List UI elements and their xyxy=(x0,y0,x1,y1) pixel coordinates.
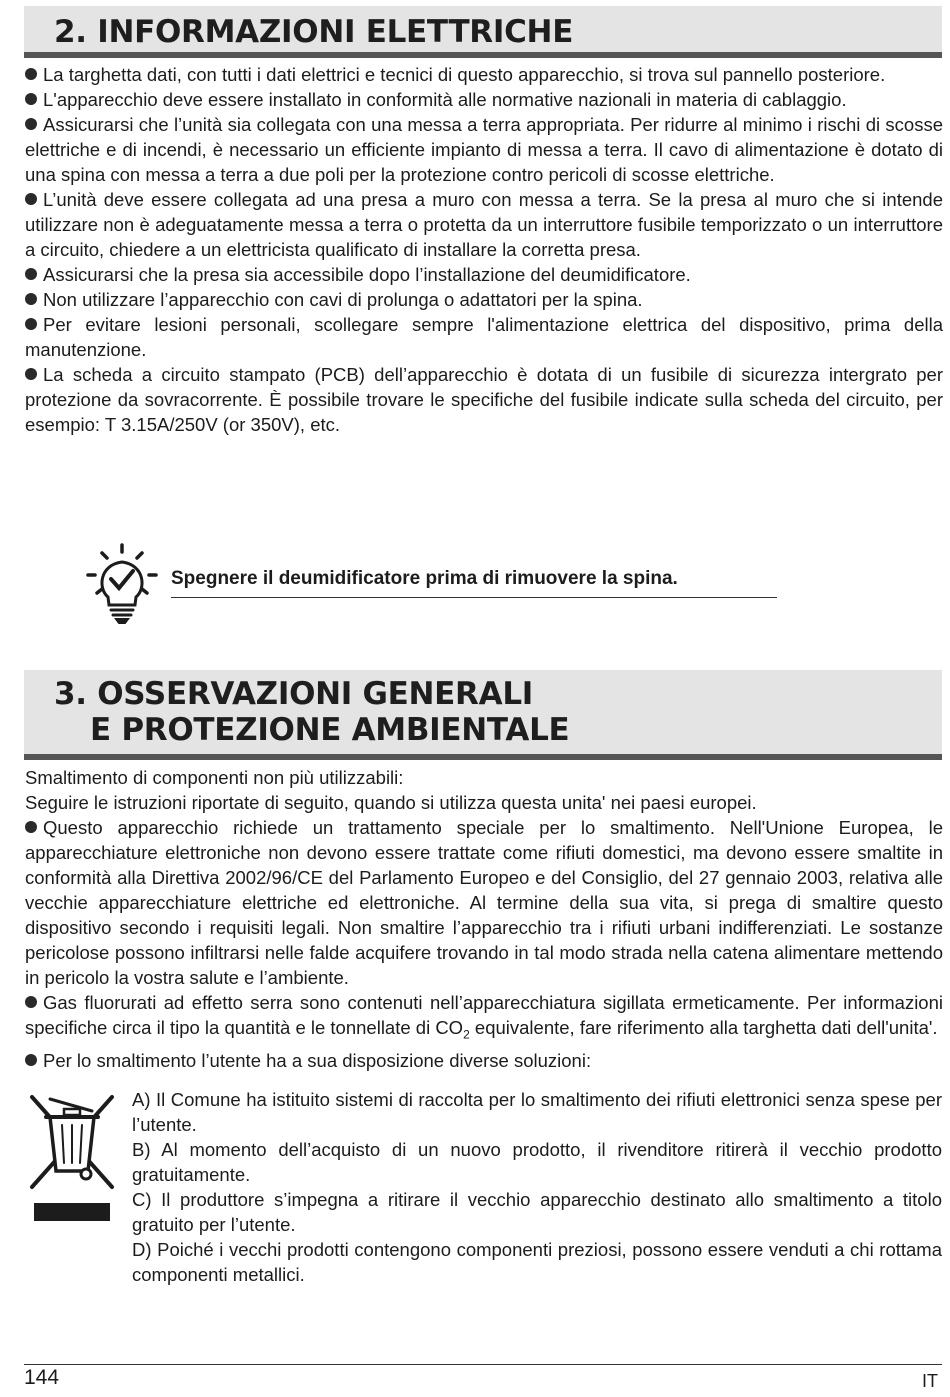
language-code: IT xyxy=(922,1371,938,1391)
intro-line: Smaltimento di componenti non più utilizzabili: xyxy=(25,767,404,788)
list-item xyxy=(25,990,943,1048)
section-2-body xyxy=(25,62,943,437)
list-item: L'apparecchio deve essere installato in conformità alle normative nazionali in materia di cablaggio. xyxy=(25,87,943,112)
list-item: Non utilizzare l’apparecchio con cavi di prolunga o adattatori per la spina. xyxy=(25,287,943,312)
crossed-out-bin-icon xyxy=(28,1093,116,1225)
list-item: L’unità deve essere collegata ad una presa a muro con messa a terra. Se la presa al muro che si intende utilizzare non è adeguatamente messa a terra o protetta da un interruttore fusibile temporizzato o un interruttore a circuito, chiedere a un elettricista qualificato di installare la corretta presa. xyxy=(25,189,943,260)
list-item: Assicurarsi che la presa sia accessibile dopo l’installazione del deumidificatore. xyxy=(25,262,943,287)
section-3-title-line2: E PROTEZIONE AMBIENTALE xyxy=(90,712,570,748)
list-item: Per lo smaltimento l’utente ha a sua disposizione diverse soluzioni: xyxy=(25,1048,943,1073)
tip-note xyxy=(84,543,784,625)
list-item: A) Il Comune ha istituito sistemi di raccolta per lo smaltimento dei rifiuti elettronici senza spese per l’utente. xyxy=(132,1089,942,1135)
list-item: D) Poiché i vecchi prodotti contengono componenti preziosi, possono essere venduti a chi rottama componenti metallici. xyxy=(132,1239,942,1285)
list-item: C) Il produttore s’impegna a ritirare il vecchio apparecchio destinato allo smaltimento a titolo gratuito per l’utente. xyxy=(132,1189,942,1235)
list-item: La scheda a circuito stampato (PCB) dell’apparecchio è dotata di un fusibile di sicurezza intergrato per protezione da sovracorrente. È possibile trovare le specifiche del fusibile indicate sulla scheda del circuito, per esempio: T 3.15A/250V (or 350V), etc. xyxy=(25,364,943,435)
disposal-options xyxy=(132,1087,942,1287)
co2-subscript: 2 xyxy=(463,1027,470,1042)
gas-text-start: Gas fluorurati ad effetto serra sono contenuti nell’apparecchiatura sigillata ermeticamente. Per informazioni specifiche circa il tipo la quantità e le tonnellate di CO xyxy=(25,992,943,1038)
intro-line: Seguire le istruzioni riportate di seguito, quando si utilizza questa unita' nei paesi europei. xyxy=(25,792,757,813)
section-2-title: 2. INFORMAZIONI ELETTRICHE xyxy=(54,14,574,50)
list-item: B) Al momento dell’acquisto di un nuovo prodotto, il rivenditore ritirerà il vecchio prodotto gratuitamente. xyxy=(132,1139,942,1185)
lightbulb-check-icon xyxy=(84,543,160,625)
tip-text: Spegnere il deumidificatore prima di rimuovere la spina. xyxy=(171,567,777,598)
section-3-body xyxy=(25,765,943,1073)
gas-text-end: equivalente, fare riferimento alla targhetta dati dell'unita'. xyxy=(469,1017,938,1038)
list-item: Assicurarsi che l’unità sia collegata con una messa a terra appropriata. Per ridurre al minimo i rischi di scosse elettriche e di incendi, è necessario un efficiente impianto di messa a terra. Il cavo di alimentazione è dotato di una spina con messa a terra a due poli per la protezione contro pericoli di scosse elettriche. xyxy=(25,114,943,185)
section-3-title xyxy=(24,676,942,748)
list-item: Questo apparecchio richiede un trattamento speciale per lo smaltimento. Nell'Unione Europea, le apparecchiature elettroniche non devono essere trattate come rifiuti domestici, ma devono essere smaltite in conformità alla Direttiva 2002/96/CE del Parlamento Europeo e del Consiglio, del 27 gennaio 2003, relativa alle vecchie apparecchiature elettriche ed elettroniche. Al termine della sua vita, si prega di smaltire questo dispositivo secondo i requisiti legali. Non smaltire l’apparecchio tra i rifiuti urbani indifferenziati. Le sostanze pericolose possono infiltrarsi nelle falde acquifere trovando in tal modo strada nella catena alimentare mettendo in pericolo la vostra salute e l’ambiente. xyxy=(25,817,943,988)
footer-divider xyxy=(24,1364,942,1365)
section-3-header xyxy=(24,670,942,760)
section-3-title-line1: 3. OSSERVAZIONI GENERALI xyxy=(54,676,534,712)
list-item: Per evitare lesioni personali, scollegare sempre l'alimentazione elettrica del dispositivo, prima della manutenzione. xyxy=(25,314,943,360)
list-item: La targhetta dati, con tutti i dati elettrici e tecnici di questo apparecchio, si trova sul pannello posteriore. xyxy=(25,62,943,87)
page-number: 144 xyxy=(24,1366,60,1389)
section-2-header xyxy=(24,6,942,58)
